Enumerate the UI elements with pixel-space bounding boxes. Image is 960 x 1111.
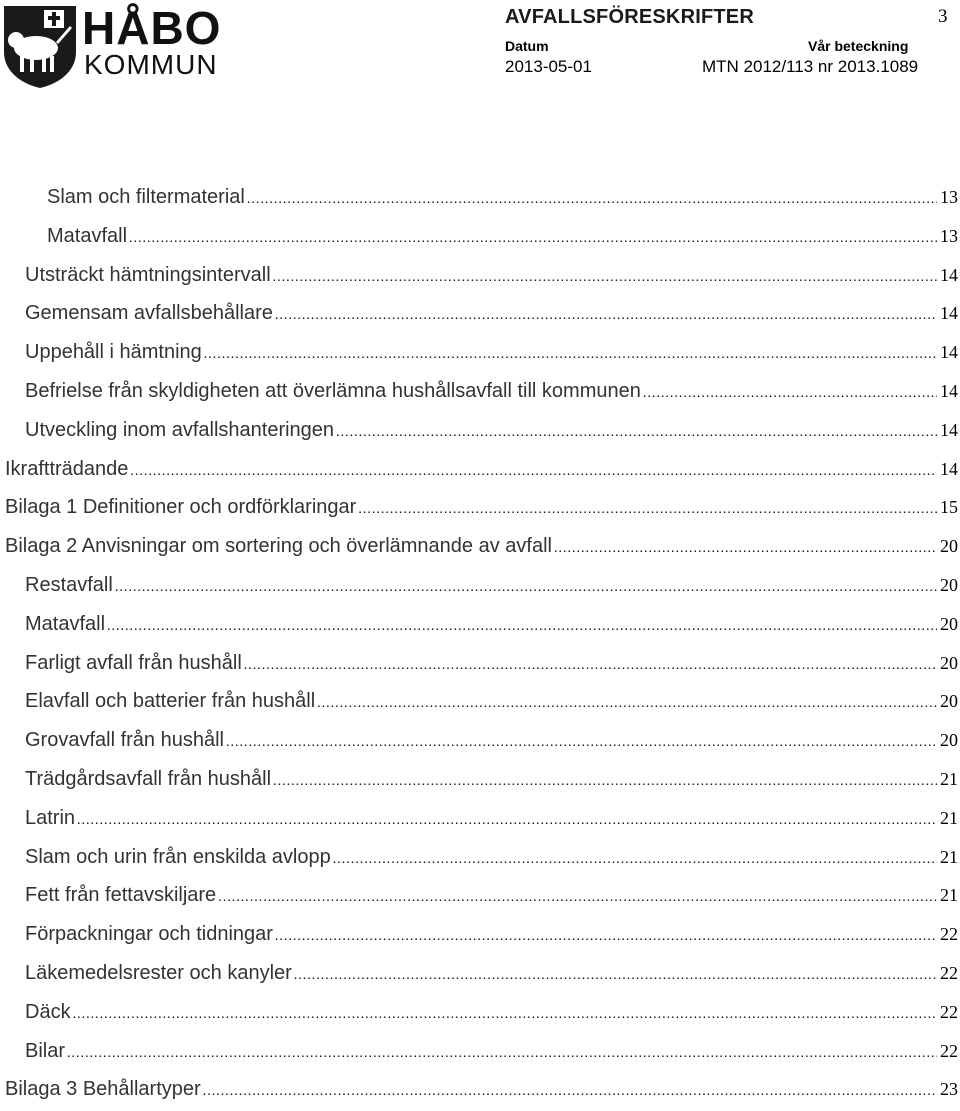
toc-entry[interactable]: [0, 605, 960, 644]
toc-leader-dots: [554, 530, 937, 568]
toc-leader-dots: [77, 802, 937, 840]
toc-entry-title: Elavfall och batterier från hushåll: [25, 690, 316, 713]
toc-leader-dots: [247, 181, 937, 219]
toc-entry-page: 14: [940, 380, 958, 401]
toc-entry-page: 14: [940, 342, 958, 363]
toc-entry[interactable]: [0, 178, 960, 217]
toc-leader-dots: [294, 957, 937, 995]
toc-entry-title: Slam och filtermaterial: [47, 186, 245, 208]
toc-entry-title: Bilaga 2 Anvisningar om sortering och överlämnande av avfall: [5, 535, 552, 558]
toc-leader-dots: [643, 375, 937, 413]
toc-leader-dots: [275, 297, 937, 335]
toc-entry[interactable]: [0, 838, 960, 877]
toc-leader-dots: [358, 491, 937, 529]
toc-leader-dots: [129, 220, 937, 258]
reference-value: MTN 2012/113 nr 2013.1089: [702, 57, 919, 76]
toc-leader-dots: [204, 336, 937, 374]
toc-leader-dots: [218, 879, 937, 917]
toc-entry-title: Befrielse från skyldigheten att överlämna hushållsavfall till kommunen: [25, 379, 641, 402]
toc-entry[interactable]: [0, 1032, 960, 1071]
toc-entry-title: Gemensam avfallsbehållare: [25, 302, 273, 325]
toc-entry-title: Ikraftträdande: [5, 457, 129, 480]
logo-title: HÅBO: [82, 2, 222, 54]
toc-entry-page: 21: [940, 885, 958, 906]
toc-entry-title: Bilaga 3 Behållartyper: [5, 1078, 201, 1101]
page-header: [0, 0, 960, 100]
toc-entry-title: Latrin: [25, 806, 76, 829]
toc-entry[interactable]: [0, 799, 960, 838]
toc-entry[interactable]: [0, 333, 960, 372]
toc-entry-title: Restavfall: [25, 573, 113, 596]
toc-entry-title: Trädgårdsavfall från hushåll: [25, 767, 272, 790]
toc-entry-title: Uppehåll i hämtning: [25, 341, 202, 364]
toc-leader-dots: [336, 414, 937, 452]
toc-leader-dots: [273, 763, 937, 801]
toc-leader-dots: [244, 647, 937, 685]
table-of-contents: [0, 178, 960, 1109]
toc-entry[interactable]: [0, 644, 960, 683]
toc-entry-page: 22: [940, 924, 958, 945]
toc-entry[interactable]: [0, 411, 960, 450]
toc-entry[interactable]: [0, 527, 960, 566]
toc-entry-page: 23: [940, 1079, 958, 1100]
date-label: Datum: [505, 38, 549, 54]
toc-entry-page: 22: [940, 962, 958, 983]
toc-entry-title: Utsträckt hämtningsintervall: [25, 263, 271, 286]
toc-entry-page: 13: [940, 187, 958, 207]
toc-entry[interactable]: [0, 256, 960, 295]
toc-entry-page: 14: [940, 458, 958, 479]
toc-leader-dots: [107, 608, 937, 646]
toc-leader-dots: [317, 685, 937, 723]
toc-entry-title: Matavfall: [47, 224, 128, 247]
toc-entry-title: Däck: [25, 1000, 71, 1023]
toc-leader-dots: [275, 918, 937, 956]
toc-entry[interactable]: [0, 566, 960, 605]
toc-entry[interactable]: [0, 760, 960, 799]
toc-entry[interactable]: [0, 954, 960, 993]
toc-entry-title: Förpackningar och tidningar: [25, 923, 273, 946]
toc-leader-dots: [130, 453, 937, 491]
toc-entry-title: Slam och urin från enskilda avlopp: [25, 845, 331, 868]
toc-entry-title: Fett från fettavskiljare: [25, 884, 217, 907]
toc-entry[interactable]: [0, 217, 960, 256]
reference-label: Vår beteckning: [808, 38, 909, 54]
toc-entry-page: 14: [940, 264, 958, 285]
toc-entry[interactable]: [0, 876, 960, 915]
toc-entry-page: 14: [940, 419, 958, 440]
toc-entry-page: 20: [940, 613, 958, 634]
toc-entry-page: 21: [940, 807, 958, 828]
toc-leader-dots: [226, 724, 937, 762]
toc-entry-page: 20: [940, 574, 958, 595]
toc-entry-page: 14: [940, 303, 958, 324]
toc-entry-page: 20: [940, 691, 958, 712]
toc-entry[interactable]: [0, 372, 960, 411]
toc-leader-dots: [115, 569, 937, 607]
toc-entry[interactable]: [0, 721, 960, 760]
page-number: 3: [938, 6, 948, 27]
document-title: AVFALLSFÖRESKRIFTER: [505, 6, 754, 28]
toc-entry[interactable]: [0, 488, 960, 527]
toc-entry-title: Läkemedelsrester och kanyler: [25, 961, 292, 984]
toc-entry[interactable]: [0, 682, 960, 721]
toc-leader-dots: [333, 841, 937, 879]
toc-entry-title: Matavfall: [25, 612, 106, 635]
toc-entry-title: Bilaga 1 Definitioner och ordförklaringar: [5, 496, 357, 519]
toc-entry-page: 21: [940, 768, 958, 789]
toc-entry[interactable]: [0, 1070, 960, 1109]
logo-subtitle: KOMMUN: [84, 49, 218, 80]
toc-entry-title: Grovavfall från hushåll: [25, 729, 224, 752]
toc-leader-dots: [273, 259, 937, 297]
toc-entry-title: Farligt avfall från hushåll: [25, 651, 242, 674]
toc-entry[interactable]: [0, 294, 960, 333]
toc-entry-page: 15: [940, 497, 958, 518]
toc-entry-page: 22: [940, 1040, 958, 1061]
toc-entry-page: 20: [940, 536, 958, 557]
toc-entry-title: Utveckling inom avfallshanteringen: [25, 418, 335, 441]
coat-of-arms-icon: [0, 0, 80, 90]
toc-entry[interactable]: [0, 450, 960, 489]
habo-kommun-logo: [0, 0, 240, 92]
toc-entry-page: 20: [940, 652, 958, 673]
toc-entry-page: 21: [940, 846, 958, 867]
date-value: 2013-05-01: [505, 57, 592, 76]
toc-leader-dots: [67, 1035, 937, 1073]
toc-entry[interactable]: [0, 993, 960, 1032]
toc-entry[interactable]: [0, 915, 960, 954]
toc-entry-title: Bilar: [25, 1039, 66, 1062]
toc-leader-dots: [203, 1073, 937, 1111]
toc-entry-page: 20: [940, 730, 958, 751]
toc-entry-page: 13: [940, 225, 958, 246]
toc-entry-page: 22: [940, 1001, 958, 1022]
toc-leader-dots: [73, 996, 937, 1034]
